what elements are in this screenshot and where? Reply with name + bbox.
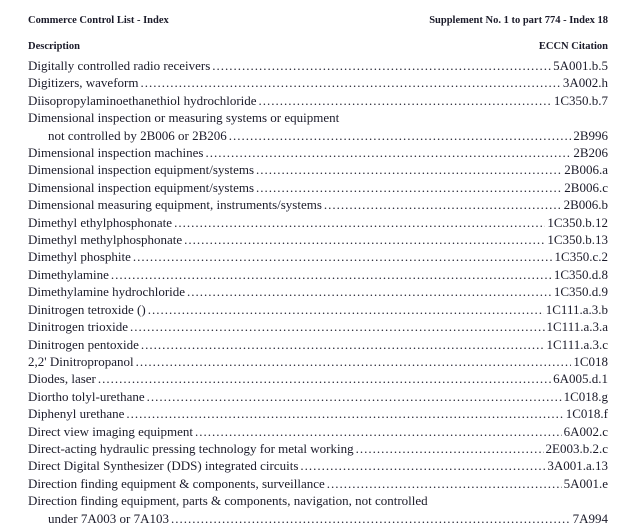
entry-citation: 1C018.f: [565, 406, 608, 422]
entry-description: Dimensional inspection or measuring systems or equipment: [28, 110, 340, 126]
index-entry-row: [28, 457, 608, 474]
entry-description: Direction finding equipment, parts & components, navigation, not controlled: [28, 493, 428, 509]
dot-leader: [254, 161, 562, 178]
dot-leader: [354, 440, 544, 457]
entry-citation: 2B206: [573, 145, 608, 161]
dot-leader: [169, 510, 571, 525]
entry-description: Dinitrogen trioxide: [28, 319, 129, 335]
dot-leader: [185, 283, 552, 300]
entry-description: Dinitrogen pentoxide: [28, 336, 139, 352]
dot-leader: [325, 475, 562, 492]
document-header: [28, 15, 608, 27]
entry-citation: 6A002.c: [563, 423, 608, 439]
entry-description: Dimensional inspection equipment/systems: [28, 179, 255, 195]
entry-citation: 2B006.a: [564, 162, 608, 178]
entry-description: Direct-acting hydraulic pressing technology for metal working: [28, 440, 354, 456]
index-entry-row: [28, 248, 608, 265]
entry-citation: 1C350.d.9: [553, 284, 608, 300]
entry-description: 2,2' Dinitropropanol: [28, 353, 134, 369]
dot-leader: [254, 179, 562, 196]
index-entry-row: [28, 318, 608, 335]
entry-citation: 2B006.b: [563, 197, 608, 213]
dot-leader: [322, 196, 562, 213]
index-entry-row: [28, 74, 608, 91]
header-supplement: Supplement No. 1 to part 774 - Index 18: [429, 15, 608, 26]
column-eccn-label: ECCN Citation: [538, 41, 608, 52]
dot-leader: [131, 248, 553, 265]
entry-description: Dimethyl methylphosphonate: [28, 232, 183, 248]
entry-description: Direct Digital Synthesizer (DDS) integrated circuits: [28, 458, 299, 474]
entry-description: under 7A003 or 7A103: [48, 510, 169, 525]
entry-description: Dinitrogen tetroxide (): [28, 301, 146, 317]
index-entry-row: [28, 196, 608, 213]
entry-description: Direct view imaging equipment: [28, 423, 193, 439]
index-entry-row: [28, 109, 608, 126]
entry-citation: 5A001.b.5: [553, 58, 608, 73]
dot-leader: [227, 127, 572, 144]
dot-leader: [203, 144, 571, 161]
dot-leader: [257, 92, 552, 109]
entry-description: Dimethyl ethylphosphonate: [28, 214, 173, 230]
entry-citation: 2E003.b.2.c: [545, 440, 608, 456]
entry-citation: 1C350.b.7: [553, 92, 608, 108]
entry-description: Direction finding equipment & components, surveillance: [28, 475, 325, 491]
index-entry-row: [28, 214, 608, 231]
entry-description: Diortho tolyl-urethane: [28, 388, 145, 404]
index-entry-row: [28, 92, 608, 109]
entry-description: Diisopropylaminoethanethiol hydrochloride: [28, 92, 257, 108]
entry-description: Diodes, laser: [28, 371, 96, 387]
dot-leader: [145, 388, 562, 405]
dot-leader: [139, 336, 545, 353]
dot-leader: [96, 370, 551, 387]
index-entry-row: [28, 475, 608, 492]
entry-description: Dimethylamine: [28, 266, 109, 282]
header-title: Commerce Control List - Index: [28, 15, 169, 26]
entry-description: Dimensional inspection machines: [28, 145, 204, 161]
dot-leader: [193, 423, 562, 440]
index-entry-row: [28, 388, 608, 405]
index-entry-row: [28, 161, 608, 178]
entry-citation: 1C350.b.13: [547, 232, 608, 248]
dot-leader: [146, 301, 544, 318]
entry-description: Digitizers, waveform: [28, 75, 139, 91]
index-list: [28, 57, 608, 525]
entry-citation: 1C018: [573, 353, 608, 369]
entry-citation: 1C111.a.3.c: [546, 336, 608, 352]
index-entry-row: [28, 440, 608, 457]
dot-leader: [210, 57, 551, 74]
index-entry-row: [28, 492, 608, 509]
entry-citation: 2B006.c: [564, 179, 608, 195]
entry-description: Dimensional inspection equipment/systems: [28, 162, 255, 178]
index-entry-row: [28, 510, 608, 525]
index-entry-row: [28, 127, 608, 144]
dot-leader: [172, 214, 545, 231]
entry-citation: 3A002.h: [562, 75, 608, 91]
index-entry-row: [28, 405, 608, 422]
column-description-label: Description: [28, 41, 80, 52]
entry-citation: 1C350.b.12: [547, 214, 608, 230]
entry-citation: 3A001.a.13: [547, 458, 608, 474]
index-entry-row: [28, 231, 608, 248]
entry-citation: 1C350.d.8: [553, 266, 608, 282]
dot-leader: [138, 74, 560, 91]
entry-description: Dimethylamine hydrochloride: [28, 284, 186, 300]
entry-citation: 6A005.d.1: [553, 371, 608, 387]
entry-description: Digitally controlled radio receivers: [28, 58, 211, 73]
index-entry-row: [28, 266, 608, 283]
index-entry-row: [28, 144, 608, 161]
entry-description: Dimensional measuring equipment, instruments/systems: [28, 197, 322, 213]
index-entry-row: [28, 423, 608, 440]
dot-leader: [182, 231, 545, 248]
dot-leader: [124, 405, 563, 422]
dot-leader: [128, 318, 544, 335]
entry-citation: 1C018.g: [563, 388, 608, 404]
index-entry-row: [28, 353, 608, 370]
dot-leader: [298, 457, 545, 474]
entry-citation: 1C111.a.3.b: [545, 301, 608, 317]
entry-citation: 2B996: [573, 127, 608, 143]
entry-citation: 1C111.a.3.a: [546, 319, 608, 335]
entry-citation: 1C350.c.2: [554, 249, 608, 265]
index-entry-row: [28, 57, 608, 74]
entry-description: Diphenyl urethane: [28, 406, 125, 422]
entry-citation: 7A994: [572, 510, 608, 525]
index-entry-row: [28, 370, 608, 387]
column-headers: [28, 41, 608, 53]
entry-description: not controlled by 2B006 or 2B206: [48, 127, 227, 143]
entry-description: Dimethyl phosphite: [28, 249, 131, 265]
index-entry-row: [28, 336, 608, 353]
entry-citation: 5A001.e: [563, 475, 608, 491]
index-entry-row: [28, 179, 608, 196]
index-entry-row: [28, 301, 608, 318]
dot-leader: [134, 353, 572, 370]
index-entry-row: [28, 283, 608, 300]
dot-leader: [109, 266, 552, 283]
